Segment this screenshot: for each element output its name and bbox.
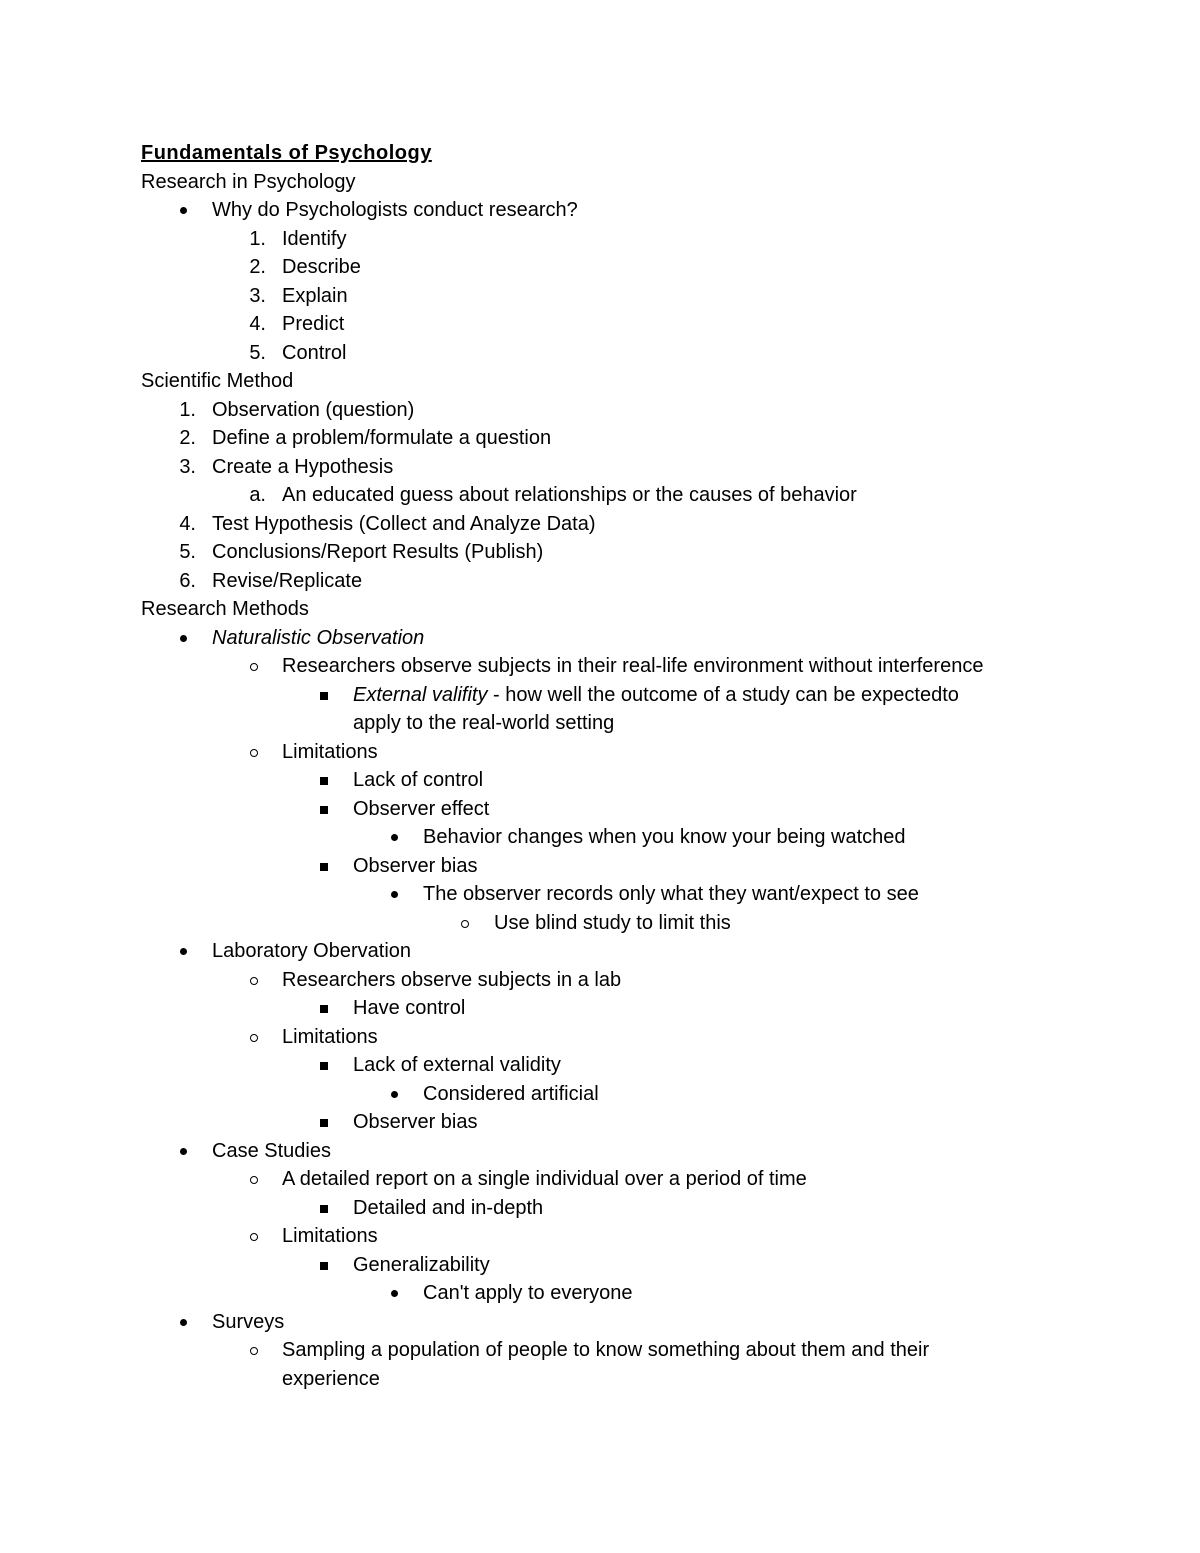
list-number: 6.: [179, 569, 196, 592]
list-item: [0, 1222, 1200, 1251]
bullet-disc-icon: [180, 948, 187, 955]
limitation-item: Lack of external validity: [353, 1054, 561, 1076]
list-item: [0, 1023, 1200, 1052]
list-item: [0, 253, 1200, 282]
bullet-disc-icon: [180, 1319, 187, 1326]
list-item: [0, 937, 1200, 966]
list-number: 4.: [179, 512, 196, 535]
limitation-item: Generalizability: [353, 1253, 490, 1276]
bullet-square-icon: [320, 806, 328, 814]
research-heading: Research in Psychology: [141, 170, 356, 193]
list-item: [0, 766, 1200, 795]
list-item: [0, 1165, 1200, 1194]
goal-item: Control: [282, 341, 347, 364]
method-step: Test Hypothesis (Collect and Analyze Data): [212, 512, 596, 535]
list-item: [0, 994, 1200, 1023]
list-item: [0, 823, 1200, 852]
list-number: 3.: [179, 455, 196, 478]
goal-item: Describe: [282, 256, 361, 278]
bullet-disc-icon: [180, 207, 187, 214]
list-item: [0, 1108, 1200, 1137]
blind-study-note: Use blind study to limit this: [494, 911, 731, 934]
list-item: [0, 1251, 1200, 1280]
list-item: [0, 282, 1200, 311]
list-item: [0, 196, 1200, 225]
bullet-circle-icon: [250, 977, 258, 985]
method-step: Observation (question): [212, 398, 415, 421]
list-item: [0, 880, 1200, 909]
naturalistic-label: Naturalistic Observation: [212, 626, 425, 649]
case-studies-detail: Detailed and in-depth: [353, 1196, 544, 1219]
list-number: 4.: [249, 313, 266, 335]
list-item: [0, 567, 1200, 596]
methods-heading: Research Methods: [141, 598, 309, 620]
list-item: [0, 396, 1200, 425]
external-validity-continuation: apply to the real-world setting: [353, 712, 615, 734]
surveys-desc: Sampling a population of people to know something about them and their: [282, 1339, 930, 1361]
list-item: [0, 538, 1200, 567]
list-item-continuation: [0, 709, 1200, 738]
surveys-label: Surveys: [212, 1310, 285, 1333]
artificial-note: Considered artificial: [423, 1082, 599, 1105]
bullet-disc-icon: [391, 1290, 398, 1297]
list-item: [0, 624, 1200, 653]
bullet-disc-icon: [180, 635, 187, 642]
list-number: 1.: [249, 227, 266, 250]
list-number: 1.: [179, 398, 196, 421]
list-number: 3.: [249, 284, 266, 307]
list-item: [0, 966, 1200, 995]
bullet-square-icon: [320, 1062, 328, 1070]
title-line: [0, 139, 1200, 168]
list-number: 5.: [249, 341, 266, 364]
bullet-disc-icon: [180, 1148, 187, 1155]
bullet-circle-icon: [250, 1347, 258, 1355]
section-heading: [0, 595, 1200, 624]
list-item: [0, 795, 1200, 824]
list-item: [0, 1308, 1200, 1337]
bullet-square-icon: [320, 1119, 328, 1127]
method-step: Revise/Replicate: [212, 569, 363, 592]
naturalistic-desc: Researchers observe subjects in their real-life environment without interference: [282, 655, 984, 677]
list-item: [0, 1080, 1200, 1109]
list-item: [0, 1051, 1200, 1080]
bullet-square-icon: [320, 1205, 328, 1213]
bullet-circle-icon: [250, 663, 258, 671]
goal-item: Identify: [282, 227, 347, 250]
limitation-item: Observer effect: [353, 797, 490, 820]
list-item: [0, 852, 1200, 881]
list-item: [0, 1279, 1200, 1308]
list-item: [0, 652, 1200, 681]
laboratory-control: Have control: [353, 997, 466, 1019]
list-item: [0, 1194, 1200, 1223]
list-item: [0, 1336, 1200, 1365]
list-item: [0, 681, 1200, 710]
laboratory-label: Laboratory Obervation: [212, 940, 412, 962]
limitation-item: Observer bias: [353, 1111, 478, 1133]
document-title: Fundamentals of Psychology: [141, 142, 432, 164]
goal-item: Predict: [282, 313, 345, 335]
laboratory-desc: Researchers observe subjects in a lab: [282, 968, 622, 991]
list-item: [0, 453, 1200, 482]
section-heading: [0, 367, 1200, 396]
method-step: Define a problem/formulate a question: [212, 427, 552, 449]
method-step: Create a Hypothesis: [212, 455, 394, 478]
limitations-label: Limitations: [282, 1225, 378, 1247]
bullet-circle-icon: [250, 749, 258, 757]
surveys-desc-continuation: experience: [282, 1367, 380, 1390]
research-question: Why do Psychologists conduct research?: [212, 199, 578, 221]
hypothesis-definition: An educated guess about relationships or the causes of behavior: [282, 484, 857, 506]
list-item: [0, 738, 1200, 767]
bullet-square-icon: [320, 777, 328, 785]
list-number: 5.: [179, 541, 196, 563]
observer-bias-desc: The observer records only what they want/expect to see: [423, 883, 919, 905]
bullet-circle-icon: [250, 1176, 258, 1184]
bullet-square-icon: [320, 1005, 328, 1013]
limitations-label: Limitations: [282, 1025, 378, 1048]
list-item-continuation: [0, 1365, 1200, 1394]
bullet-circle-icon: [250, 1233, 258, 1241]
limitations-label: Limitations: [282, 740, 378, 763]
external-validity-definition: - how well the outcome of a study can be expectedto: [487, 683, 959, 706]
document-page: [0, 139, 1200, 1393]
section-heading: [0, 168, 1200, 197]
goal-item: Explain: [282, 284, 348, 307]
list-item: [0, 1137, 1200, 1166]
list-number: 2.: [179, 427, 196, 449]
list-item: [0, 481, 1200, 510]
list-letter: a.: [249, 484, 266, 506]
external-validity-line: [353, 681, 959, 710]
bullet-circle-icon: [461, 920, 469, 928]
limitation-item: Observer bias: [353, 854, 478, 877]
external-validity-term: External valifity: [353, 683, 488, 706]
bullet-circle-icon: [250, 1034, 258, 1042]
bullet-disc-icon: [391, 834, 398, 841]
list-item: [0, 339, 1200, 368]
bullet-disc-icon: [391, 891, 398, 898]
list-item: [0, 310, 1200, 339]
case-studies-label: Case Studies: [212, 1139, 331, 1162]
bullet-square-icon: [320, 863, 328, 871]
bullet-disc-icon: [391, 1091, 398, 1098]
case-studies-desc: A detailed report on a single individual over a period of time: [282, 1168, 807, 1190]
bullet-square-icon: [320, 692, 328, 700]
limitation-item: Lack of control: [353, 769, 484, 791]
list-item: [0, 909, 1200, 938]
list-item: [0, 510, 1200, 539]
generalizability-note: Can't apply to everyone: [423, 1282, 633, 1304]
bullet-square-icon: [320, 1262, 328, 1270]
list-item: [0, 225, 1200, 254]
scientific-heading: Scientific Method: [141, 370, 294, 392]
list-number: 2.: [249, 256, 266, 278]
method-step: Conclusions/Report Results (Publish): [212, 541, 544, 563]
observer-effect-desc: Behavior changes when you know your being watched: [423, 826, 906, 848]
list-item: [0, 424, 1200, 453]
